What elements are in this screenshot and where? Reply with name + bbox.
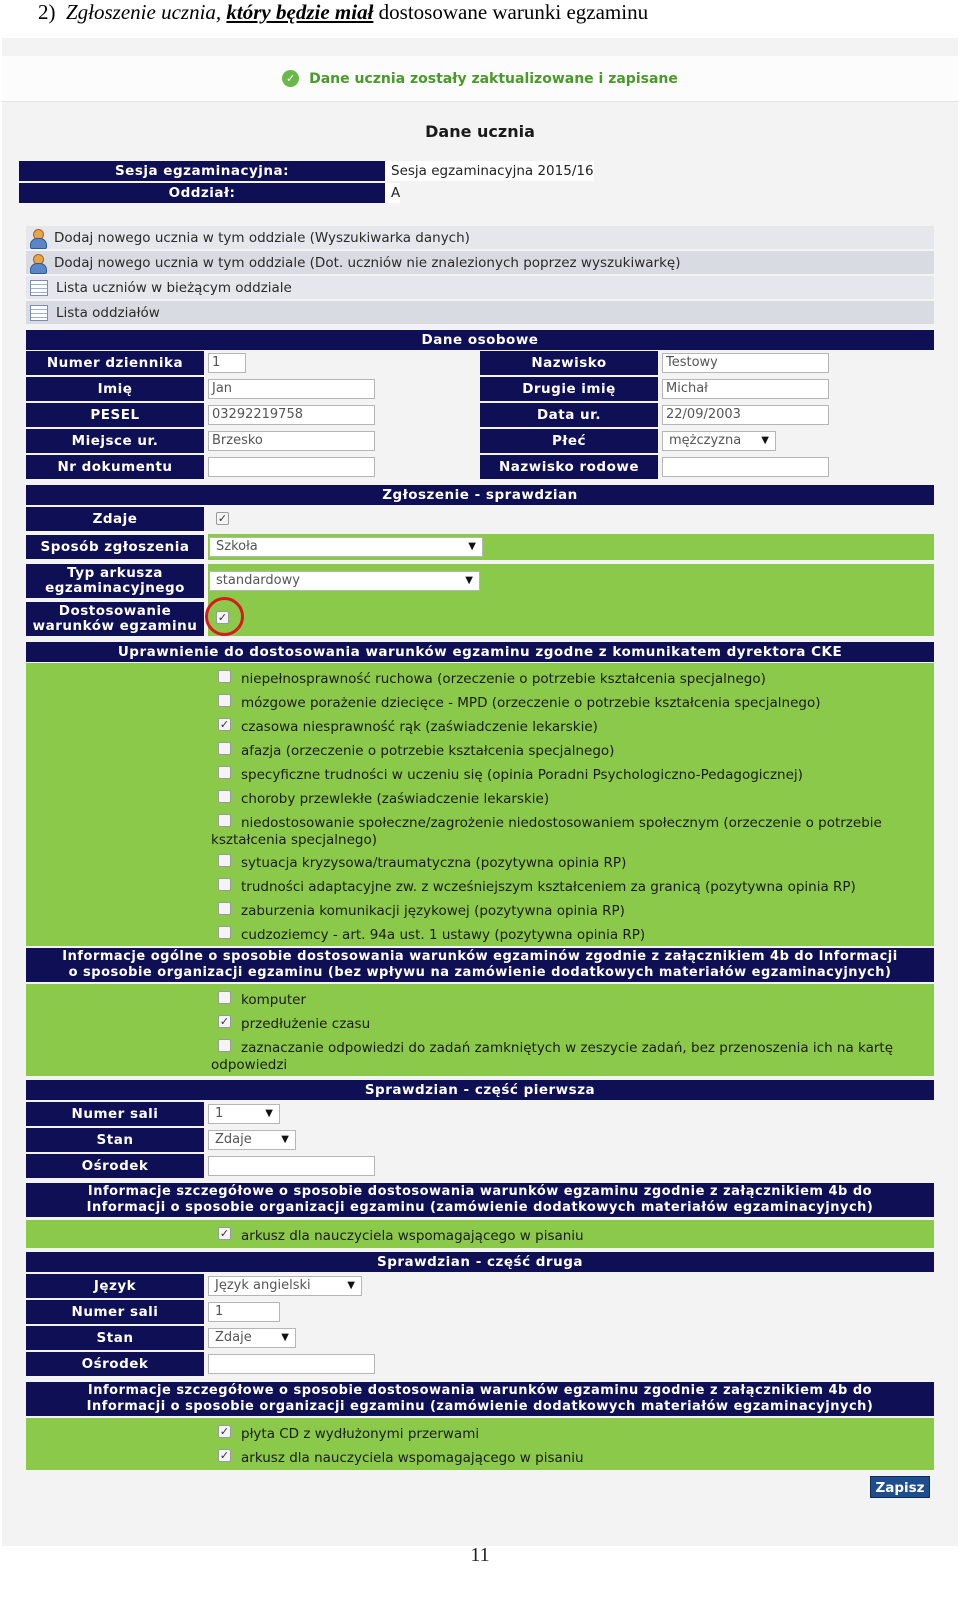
part1-room-select[interactable]: [208, 1104, 280, 1124]
part2-center-label: Ośrodek: [26, 1352, 204, 1376]
class-row: [19, 183, 400, 203]
part2-status-select[interactable]: [208, 1328, 296, 1348]
part2-status-label: Stan: [26, 1326, 204, 1350]
part1-status-value: Zdaje: [215, 1132, 252, 1147]
entitlement-option: niepełnosprawność ruchowa (orzeczenie o potrzebie kształcenia specjalnego): [241, 671, 766, 687]
method-select[interactable]: [209, 537, 483, 557]
entitlement-option: sytuacja kryzysowa/traumatyczna (pozytywna opinia RP): [241, 855, 627, 871]
add-student-manual-link[interactable]: [26, 251, 934, 274]
part1-detail-header: [26, 1183, 934, 1217]
entitlement-option: trudności adaptacyjne zw. z wcześniejszym kształceniem za granicą (pozytywna opinia RP): [241, 879, 856, 895]
entitlement-checkbox-7[interactable]: [218, 854, 231, 867]
first-name-label: Imię: [26, 377, 204, 401]
general-info-header: [26, 948, 934, 982]
part2-detail-option: arkusz dla nauczyciela wspomagającego w pisaniu: [241, 1450, 584, 1466]
entitlement-option: mózgowe porażenie dziecięce - MPD (orzeczenie o potrzebie kształcenia specjalnego): [241, 695, 821, 711]
entitlement-checkbox-10[interactable]: [218, 926, 231, 939]
takes-exam-label: Zdaje: [26, 507, 204, 531]
second-name-input[interactable]: Michał: [662, 379, 829, 399]
sheet-type-select[interactable]: [209, 571, 480, 591]
dropdown-arrow-icon: ▼: [465, 575, 473, 586]
entitlement-option: niedostosowanie społeczne/zagrożenie niedostosowaniem społecznym (orzeczenie o potrzebie kształcenia specjalnego): [211, 815, 882, 848]
adaptation-checkbox[interactable]: ✓: [217, 611, 228, 624]
personal-data-header: Dane osobowe: [26, 330, 934, 350]
entitlement-option: czasowa niesprawność rąk (zaświadczenie lekarskie): [241, 719, 598, 735]
adaptation-label: [26, 602, 204, 636]
student-list-link[interactable]: [26, 276, 934, 299]
session-value: Sesja egzaminacyjna 2015/16: [385, 161, 594, 181]
heading-emphasis: który będzie miał: [226, 0, 374, 24]
heading-number: 2): [38, 0, 56, 24]
sheet-type-label-line1: Typ arkusza: [67, 565, 163, 581]
method-label: Sposób zgłoszenia: [26, 535, 204, 559]
list-icon: [30, 280, 48, 296]
general-info-header-line1: Informacje ogólne o sposobie dostosowania warunków egzaminów zgodnie z załącznikiem 4b do Informacji: [62, 949, 898, 964]
general-info-option: komputer: [241, 992, 307, 1008]
part2-center-input[interactable]: [208, 1354, 375, 1374]
sex-select-value: mężczyzna: [669, 433, 742, 448]
part2-detail-checkbox-1[interactable]: ✓: [219, 1449, 230, 1462]
part2-header: Sprawdzian - część druga: [26, 1252, 934, 1272]
sex-label: Płeć: [480, 429, 658, 453]
check-circle-icon: ✓: [282, 70, 299, 87]
part2-language-select[interactable]: [208, 1276, 362, 1296]
dropdown-arrow-icon: ▼: [761, 435, 769, 446]
sex-select[interactable]: [662, 431, 776, 451]
family-name-label: Nazwisko rodowe: [480, 455, 658, 479]
sheet-type-label-line2: egzaminacyjnego: [45, 580, 185, 596]
birth-date-input[interactable]: 22/09/2003: [662, 405, 829, 425]
method-select-value: Szkoła: [216, 539, 258, 554]
journal-number-input[interactable]: 1: [208, 353, 246, 373]
link-label: Lista uczniów w bieżącym oddziale: [56, 279, 292, 296]
part2-status-value: Zdaje: [215, 1330, 252, 1345]
sheet-type-select-value: standardowy: [216, 573, 300, 588]
entitlement-checkbox-3[interactable]: [218, 742, 231, 755]
entitlement-option: afazja (orzeczenie o potrzebie kształcenia specjalnego): [241, 743, 615, 759]
pesel-label: PESEL: [26, 403, 204, 427]
surname-input[interactable]: Testowy: [662, 353, 829, 373]
part1-header: Sprawdzian - część pierwsza: [26, 1080, 934, 1100]
success-text: Dane ucznia zostały zaktualizowane i zapisane: [309, 70, 678, 87]
entitlement-checkbox-4[interactable]: [218, 766, 231, 779]
dropdown-arrow-icon: ▼: [347, 1280, 355, 1291]
heading-italic: Zgłoszenie ucznia,: [66, 0, 222, 24]
class-value: A: [385, 183, 400, 203]
part1-room-label: Numer sali: [26, 1102, 204, 1126]
entitlement-option: choroby przewlekłe (zaświadczenie lekarskie): [241, 791, 550, 807]
surname-label: Nazwisko: [480, 351, 658, 375]
list-icon: [30, 305, 48, 321]
entitlement-checkbox-5[interactable]: [218, 790, 231, 803]
dropdown-arrow-icon: ▼: [468, 541, 476, 552]
link-label: Dodaj nowego ucznia w tym oddziale (Wyszukiwarka danych): [54, 229, 470, 246]
adaptation-label-line2: warunków egzaminu: [32, 618, 198, 634]
part2-language-label: Język: [26, 1274, 204, 1298]
part2-detail-option: płyta CD z wydłużonymi przerwami: [241, 1426, 480, 1442]
dropdown-arrow-icon: ▼: [265, 1108, 273, 1119]
class-list-link[interactable]: [26, 301, 934, 324]
pesel-input[interactable]: 03292219758: [208, 405, 375, 425]
part2-room-select[interactable]: [208, 1302, 280, 1322]
document-number-input[interactable]: [208, 457, 375, 477]
link-label: Dodaj nowego ucznia w tym oddziale (Dot. uczniów nie znalezionych poprzez wyszukiwarkę): [54, 254, 681, 271]
success-notice: [2, 56, 958, 102]
document-number-label: Nr dokumentu: [26, 455, 204, 479]
add-user-icon: [28, 253, 48, 273]
entitlement-checkbox-1[interactable]: [218, 694, 231, 707]
general-info-header-line2: o sposobie organizacji egzaminu (bez wpływu na zamówienie dodatkowych materiałów egzaminacyjnych): [68, 965, 892, 980]
part1-status-select[interactable]: [208, 1130, 296, 1150]
part1-center-input[interactable]: [208, 1156, 375, 1176]
class-label: Oddział:: [19, 183, 385, 203]
add-student-search-link[interactable]: [26, 226, 934, 249]
part2-room-value: 1: [215, 1304, 224, 1319]
adaptation-label-line1: Dostosowanie: [58, 603, 172, 619]
entitlement-checkbox-0[interactable]: [218, 670, 231, 683]
entitlement-option: cudzoziemcy - art. 94a ust. 1 ustawy (pozytywna opinia RP): [241, 927, 646, 943]
highlight-circle: [205, 597, 244, 636]
part2-detail-header-line1: Informacje szczegółowe o sposobie dostosowania warunków egzaminu zgodnie z załącznikiem 4b do: [87, 1383, 873, 1398]
heading-rest: dostosowane warunki egzaminu: [378, 0, 649, 24]
general-info-checkbox-1[interactable]: ✓: [219, 1015, 230, 1028]
entitlement-option: zaburzenia komunikacji językowej (pozytywna opinia RP): [241, 903, 625, 919]
link-label: Lista oddziałów: [56, 304, 160, 321]
birth-place-label: Miejsce ur.: [26, 429, 204, 453]
dropdown-arrow-icon: ▼: [281, 1332, 289, 1343]
part1-status-label: Stan: [26, 1128, 204, 1152]
part1-room-value: 1: [215, 1106, 224, 1121]
part2-language-value: Język angielski: [215, 1278, 311, 1293]
add-user-icon: [28, 228, 48, 248]
part2-detail-header-line2: Informacji o sposobie organizacji egzaminu (zamówienie dodatkowych materiałów egzaminacyjnych): [86, 1399, 874, 1414]
page-number: 11: [470, 1544, 490, 1566]
document-heading: [38, 0, 648, 25]
birth-date-label: Data ur.: [480, 403, 658, 427]
entitlement-option: specyficzne trudności w uczeniu się (opinia Poradni Psychologiczno-Pedagogicznej): [241, 767, 803, 783]
part1-center-label: Ośrodek: [26, 1154, 204, 1178]
app-screenshot: [2, 38, 958, 1546]
birth-place-input[interactable]: Brzesko: [208, 431, 375, 451]
sheet-type-label: [26, 564, 204, 598]
part2-detail-checkbox-0[interactable]: ✓: [219, 1425, 230, 1438]
dropdown-arrow-icon: ▼: [281, 1134, 289, 1145]
general-info-option: zaznaczanie odpowiedzi do zadań zamkniętych w zeszycie zadań, bez przenoszenia ich na kartę odpowiedzi: [211, 1040, 894, 1073]
family-name-input[interactable]: [662, 457, 829, 477]
session-label: Sesja egzaminacyjna:: [19, 161, 385, 181]
registration-header: Zgłoszenie - sprawdzian: [26, 485, 934, 505]
general-info-checkbox-0[interactable]: [218, 991, 231, 1004]
page-title: Dane ucznia: [425, 122, 535, 141]
part1-detail-option: arkusz dla nauczyciela wspomagającego w pisaniu: [241, 1228, 584, 1244]
session-row: [19, 161, 594, 181]
general-info-option: przedłużenie czasu: [241, 1016, 371, 1032]
part1-detail-checkbox-0[interactable]: ✓: [219, 1227, 230, 1240]
first-name-input[interactable]: Jan: [208, 379, 375, 399]
takes-exam-checkbox[interactable]: ✓: [217, 512, 228, 525]
entitlement-checkbox-9[interactable]: [218, 902, 231, 915]
part1-detail-header-line1: Informacje szczegółowe o sposobie dostosowania warunków egzaminu zgodnie z załącznikiem 4b do: [87, 1184, 873, 1199]
entitlement-header: Uprawnienie do dostosowania warunków egzaminu zgodne z komunikatem dyrektora CKE: [26, 642, 934, 662]
save-button[interactable]: Zapisz: [870, 1476, 930, 1498]
entitlement-checkbox-2[interactable]: ✓: [219, 718, 230, 731]
part2-room-label: Numer sali: [26, 1300, 204, 1324]
entitlement-checkbox-8[interactable]: [218, 878, 231, 891]
part1-detail-header-line2: Informacji o sposobie organizacji egzaminu (zamówienie dodatkowych materiałów egzaminacyjnych): [86, 1200, 874, 1215]
second-name-label: Drugie imię: [480, 377, 658, 401]
journal-number-label: Numer dziennika: [26, 351, 204, 375]
part2-detail-header: [26, 1382, 934, 1416]
